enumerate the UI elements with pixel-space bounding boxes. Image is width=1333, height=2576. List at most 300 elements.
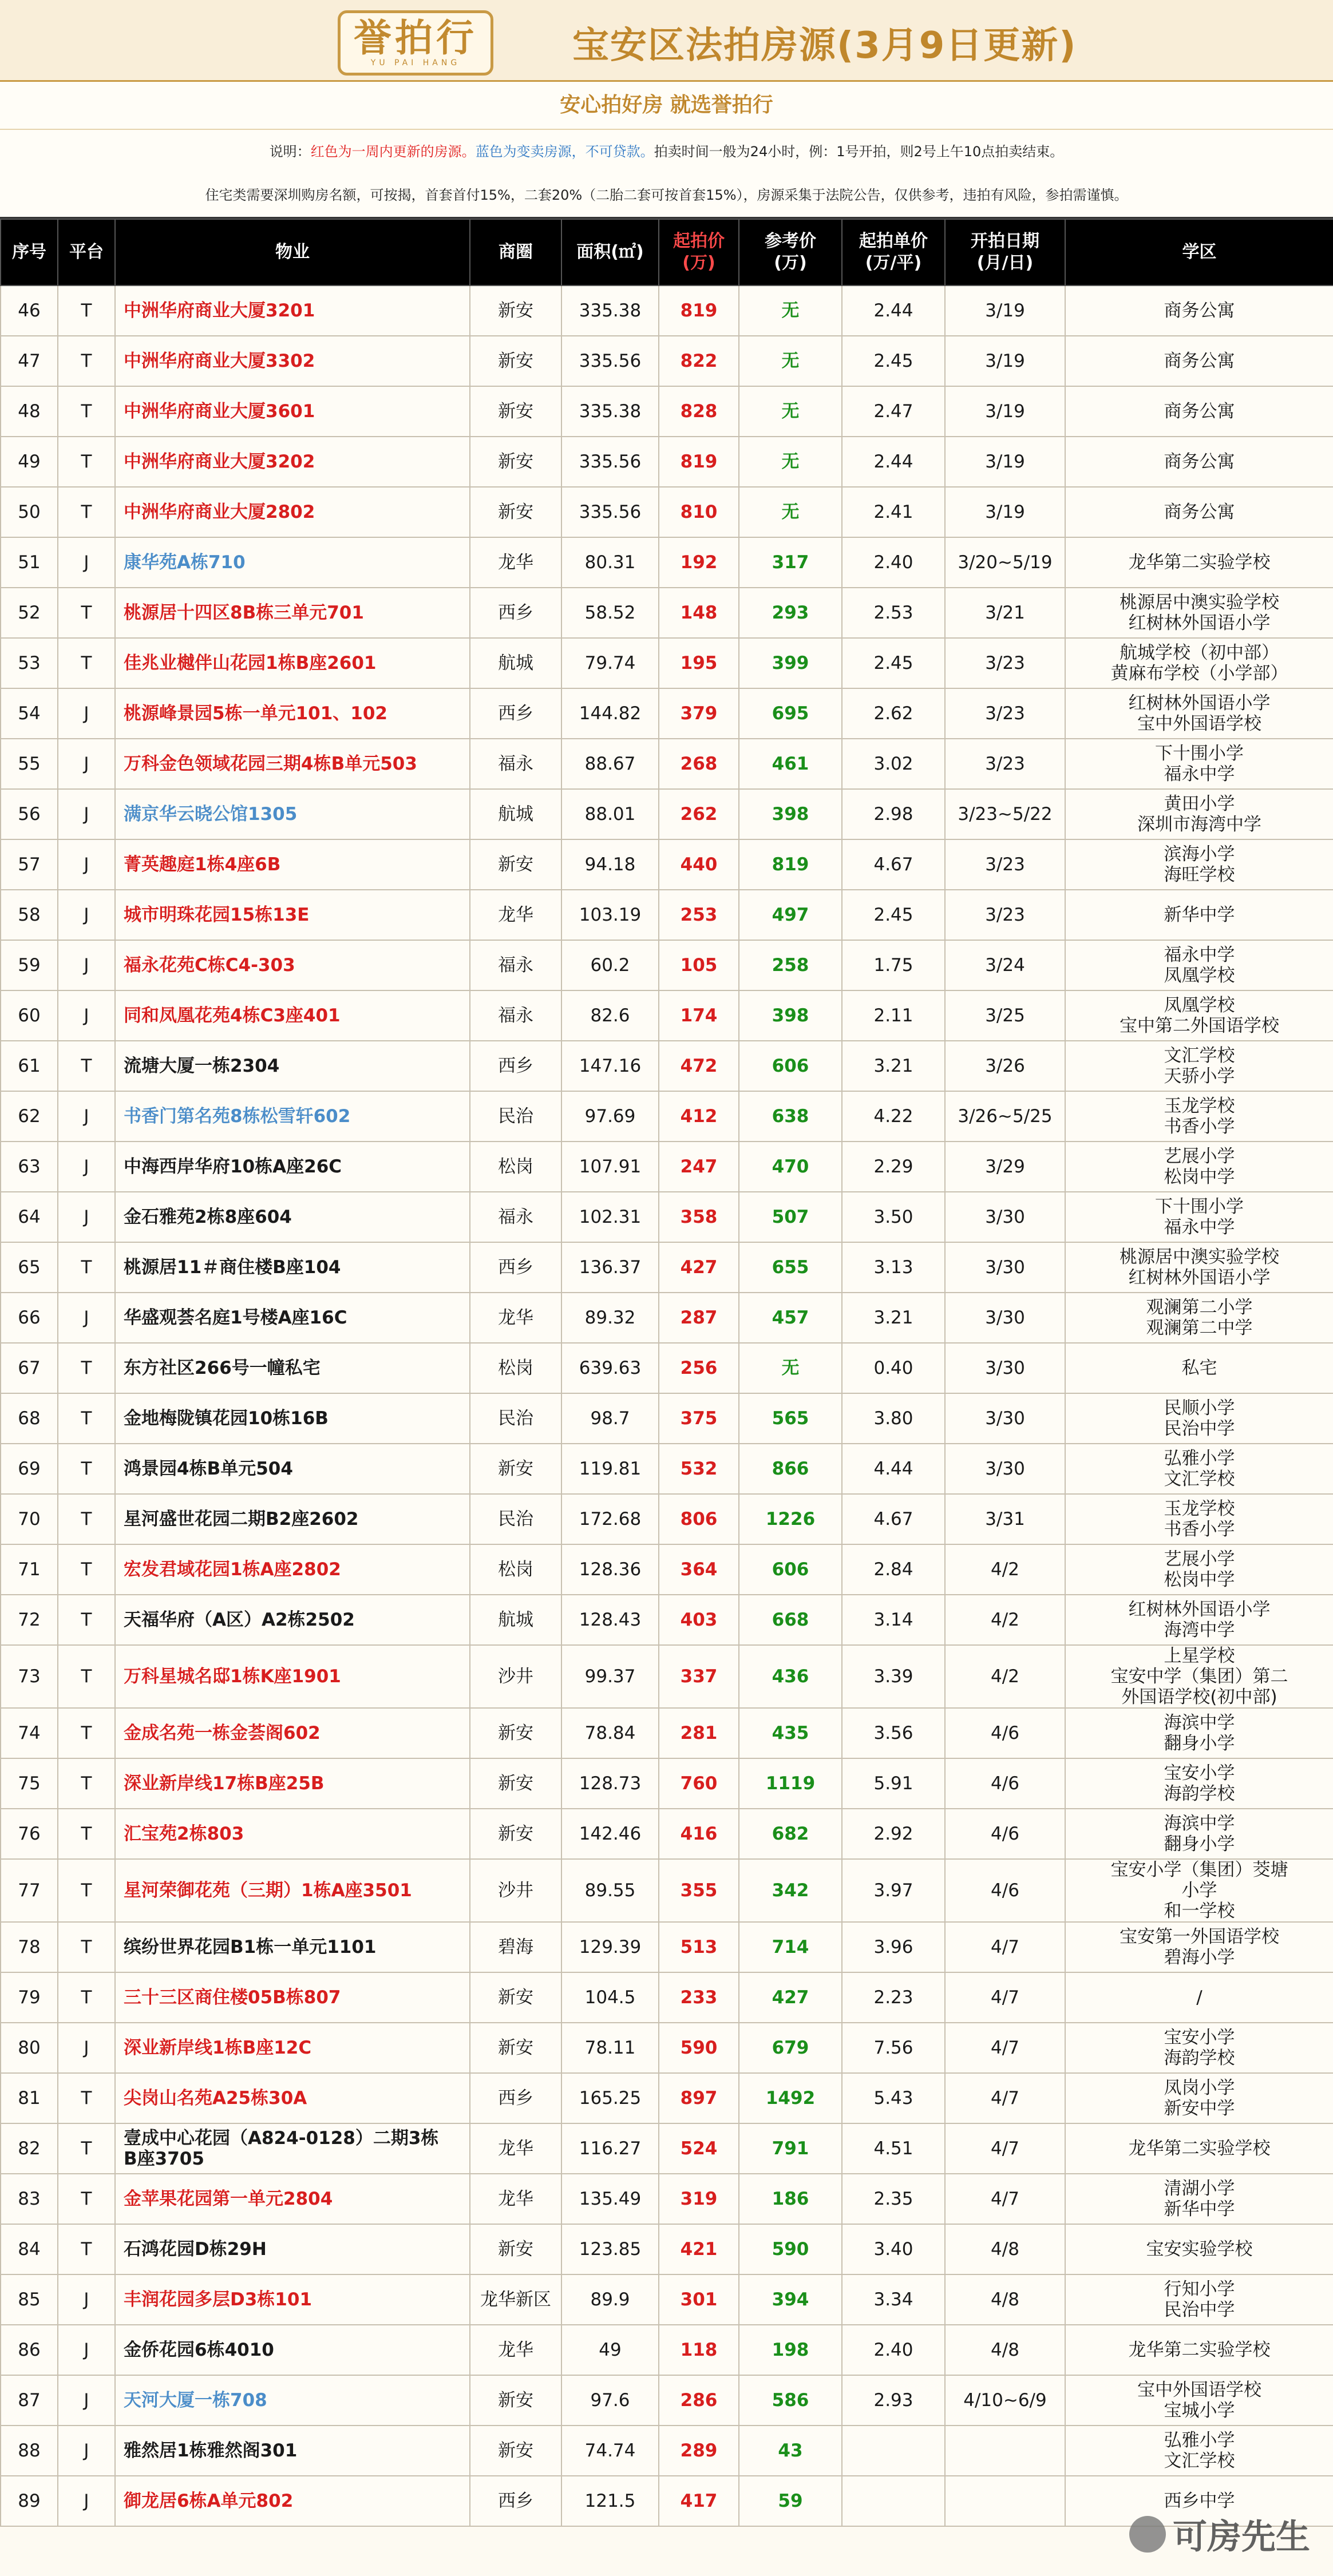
cell-property: 中洲华府商业大厦3601 [115, 386, 470, 437]
cell-start-price: 319 [659, 2174, 739, 2224]
cell-district: 新安 [470, 2023, 561, 2073]
cell-unit-price: 3.13 [842, 1242, 945, 1293]
cell-platform: T [58, 1809, 115, 1859]
cell-area: 107.91 [561, 1142, 659, 1192]
cell-district: 龙华 [470, 2325, 561, 2375]
col-school: 学区 [1065, 219, 1333, 286]
cell-property: 深业新岸线17栋B座25B [115, 1758, 470, 1809]
cell-unit-price: 3.39 [842, 1645, 945, 1708]
cell-school: 下十围小学 福永中学 [1065, 739, 1333, 789]
table-row [1, 839, 1333, 890]
cell-start-price: 412 [659, 1091, 739, 1142]
cell-no: 78 [1, 1922, 58, 1972]
table-row [1, 1142, 1333, 1192]
cell-date: 4/7 [945, 1922, 1065, 1972]
cell-district: 新安 [470, 1809, 561, 1859]
cell-no: 70 [1, 1494, 58, 1544]
cell-property: 康华苑A栋710 [115, 537, 470, 588]
cell-ref-price: 435 [739, 1708, 842, 1758]
cell-ref-price: 398 [739, 789, 842, 839]
cell-school: 商务公寓 [1065, 487, 1333, 537]
cell-district: 新安 [470, 2375, 561, 2426]
cell-start-price: 118 [659, 2325, 739, 2375]
cell-date [945, 2476, 1065, 2526]
cell-unit-price: 2.84 [842, 1544, 945, 1595]
cell-school: 商务公寓 [1065, 286, 1333, 336]
cell-date: 4/8 [945, 2274, 1065, 2325]
cell-date: 3/30 [945, 1192, 1065, 1242]
cell-start-price: 417 [659, 2476, 739, 2526]
table-row [1, 2375, 1333, 2426]
cell-area: 98.7 [561, 1393, 659, 1444]
cell-date: 4/8 [945, 2325, 1065, 2375]
cell-start-price: 403 [659, 1595, 739, 1645]
cell-start-price: 810 [659, 487, 739, 537]
table-row [1, 437, 1333, 487]
cell-district: 福永 [470, 990, 561, 1041]
cell-area: 121.5 [561, 2476, 659, 2526]
cell-date: 4/7 [945, 1972, 1065, 2023]
cell-district: 新安 [470, 1708, 561, 1758]
cell-unit-price: 3.02 [842, 739, 945, 789]
cell-start-price: 590 [659, 2023, 739, 2073]
table-row [1, 2274, 1333, 2325]
cell-date: 3/21 [945, 588, 1065, 638]
cell-ref-price: 198 [739, 2325, 842, 2375]
cell-unit-price: 1.75 [842, 940, 945, 990]
cell-district: 龙华 [470, 2123, 561, 2174]
cell-unit-price: 2.35 [842, 2174, 945, 2224]
cell-property: 金成名苑一栋金荟阁602 [115, 1708, 470, 1758]
cell-start-price: 286 [659, 2375, 739, 2426]
cell-date: 3/19 [945, 286, 1065, 336]
table-row [1, 1242, 1333, 1293]
cell-district: 西乡 [470, 588, 561, 638]
table-row [1, 2123, 1333, 2174]
table-row [1, 1758, 1333, 1809]
cell-no: 76 [1, 1809, 58, 1859]
cell-property: 城市明珠花园15栋13E [115, 890, 470, 940]
cell-platform: T [58, 1922, 115, 1972]
table-header-row [1, 219, 1333, 286]
cell-unit-price: 2.44 [842, 286, 945, 336]
cell-area: 335.38 [561, 286, 659, 336]
cell-property: 宏发君域花园1栋A座2802 [115, 1544, 470, 1595]
table-row [1, 990, 1333, 1041]
table-row [1, 1041, 1333, 1091]
cell-unit-price: 2.45 [842, 336, 945, 386]
cell-ref-price: 186 [739, 2174, 842, 2224]
cell-no: 64 [1, 1192, 58, 1242]
cell-property: 壹成中心花园（A824-0128）二期3栋 B座3705 [115, 2123, 470, 2174]
cell-district: 新安 [470, 839, 561, 890]
cell-area: 123.85 [561, 2224, 659, 2274]
cell-property: 三十三区商住楼05B栋807 [115, 1972, 470, 2023]
note-line-2: 住宅类需要深圳购房名额，可按揭，首套首付15%，二套20%（二胎二套可按首套15%），房源采集于法院公告，仅供参考，违拍有风险，参拍需谨慎。 [205, 187, 1128, 203]
cell-unit-price: 2.98 [842, 789, 945, 839]
cell-school: 宝中外国语学校 宝城小学 [1065, 2375, 1333, 2426]
table-row [1, 487, 1333, 537]
cell-district: 碧海 [470, 1922, 561, 1972]
cell-no: 61 [1, 1041, 58, 1091]
cell-district: 西乡 [470, 2476, 561, 2526]
cell-start-price: 364 [659, 1544, 739, 1595]
cell-start-price: 379 [659, 688, 739, 739]
cell-school: 宝安小学（集团）茭塘 小学 和一学校 [1065, 1859, 1333, 1922]
cell-start-price: 253 [659, 890, 739, 940]
cell-district: 西乡 [470, 1242, 561, 1293]
cell-school: 龙华第二实验学校 [1065, 2325, 1333, 2375]
cell-area: 102.31 [561, 1192, 659, 1242]
cell-platform: J [58, 1142, 115, 1192]
cell-property: 中洲华府商业大厦2802 [115, 487, 470, 537]
cell-property: 星河荣御花苑（三期）1栋A座3501 [115, 1859, 470, 1922]
col-unit-price: 起拍单价 (万/平) [842, 219, 945, 286]
cell-ref-price: 无 [739, 487, 842, 537]
cell-start-price: 427 [659, 1242, 739, 1293]
cell-platform: T [58, 1343, 115, 1393]
cell-date: 4/7 [945, 2123, 1065, 2174]
table-row [1, 789, 1333, 839]
col-ref-price: 参考价 (万) [739, 219, 842, 286]
cell-property: 汇宝苑2栋803 [115, 1809, 470, 1859]
cell-school: 红树林外国语小学 海湾中学 [1065, 1595, 1333, 1645]
cell-ref-price: 461 [739, 739, 842, 789]
cell-property: 鸿景园4栋B单元504 [115, 1444, 470, 1494]
cell-area: 639.63 [561, 1343, 659, 1393]
cell-ref-price: 436 [739, 1645, 842, 1708]
cell-platform: T [58, 1242, 115, 1293]
cell-property: 桃源居十四区8B栋三单元701 [115, 588, 470, 638]
cell-ref-price: 791 [739, 2123, 842, 2174]
cell-district: 沙井 [470, 1645, 561, 1708]
col-start-price: 起拍价 (万) [659, 219, 739, 286]
cell-area: 142.46 [561, 1809, 659, 1859]
cell-start-price: 262 [659, 789, 739, 839]
cell-school: 凤岗小学 新安中学 [1065, 2073, 1333, 2123]
cell-date: 4/7 [945, 2073, 1065, 2123]
cell-ref-price: 586 [739, 2375, 842, 2426]
cell-no: 84 [1, 2224, 58, 2274]
table-row [1, 1972, 1333, 2023]
cell-platform: J [58, 2325, 115, 2375]
cell-platform: T [58, 487, 115, 537]
cell-ref-price: 398 [739, 990, 842, 1041]
cell-property: 桃源居11＃商住楼B座104 [115, 1242, 470, 1293]
slogan: 安心拍好房 就选誉拍行 [0, 82, 1333, 130]
notes [0, 130, 1333, 219]
cell-ref-price: 342 [739, 1859, 842, 1922]
cell-district: 龙华新区 [470, 2274, 561, 2325]
cell-area: 78.11 [561, 2023, 659, 2073]
cell-date: 3/23 [945, 688, 1065, 739]
cell-school: 私宅 [1065, 1343, 1333, 1393]
cell-ref-price: 606 [739, 1041, 842, 1091]
cell-start-price: 819 [659, 437, 739, 487]
cell-district: 龙华 [470, 1293, 561, 1343]
table-row [1, 1708, 1333, 1758]
cell-property: 万科星城名邸1栋K座1901 [115, 1645, 470, 1708]
cell-unit-price: 3.21 [842, 1293, 945, 1343]
cell-property: 福永花苑C栋C4-303 [115, 940, 470, 990]
table-row [1, 537, 1333, 588]
cell-area: 58.52 [561, 588, 659, 638]
cell-ref-price: 638 [739, 1091, 842, 1142]
table-row [1, 2426, 1333, 2476]
table-row [1, 1444, 1333, 1494]
cell-unit-price: 3.56 [842, 1708, 945, 1758]
cell-unit-price: 3.50 [842, 1192, 945, 1242]
cell-area: 128.36 [561, 1544, 659, 1595]
cell-area: 335.38 [561, 386, 659, 437]
cell-district: 福永 [470, 739, 561, 789]
cell-date: 3/30 [945, 1293, 1065, 1343]
cell-district: 松岗 [470, 1544, 561, 1595]
cell-unit-price: 4.67 [842, 1494, 945, 1544]
cell-ref-price: 1226 [739, 1494, 842, 1544]
cell-school: 西乡中学 [1065, 2476, 1333, 2526]
cell-ref-price: 695 [739, 688, 842, 739]
cell-platform: J [58, 2426, 115, 2476]
cell-no: 69 [1, 1444, 58, 1494]
cell-start-price: 233 [659, 1972, 739, 2023]
cell-school: 龙华第二实验学校 [1065, 2123, 1333, 2174]
cell-start-price: 287 [659, 1293, 739, 1343]
note-line-1 [0, 130, 1333, 173]
cell-date [945, 2426, 1065, 2476]
table-row [1, 2325, 1333, 2375]
cell-school: 凤凰学校 宝中第二外国语学校 [1065, 990, 1333, 1041]
cell-no: 48 [1, 386, 58, 437]
cell-property: 御龙居6栋A单元802 [115, 2476, 470, 2526]
cell-unit-price: 2.62 [842, 688, 945, 739]
cell-platform: T [58, 1544, 115, 1595]
cell-district: 新安 [470, 286, 561, 336]
cell-date: 3/25 [945, 990, 1065, 1041]
cell-school: 清湖小学 新华中学 [1065, 2174, 1333, 2224]
cell-platform: T [58, 1041, 115, 1091]
cell-ref-price: 606 [739, 1544, 842, 1595]
cell-district: 航城 [470, 1595, 561, 1645]
table-row [1, 1343, 1333, 1393]
cell-start-price: 148 [659, 588, 739, 638]
cell-start-price: 192 [659, 537, 739, 588]
table-row [1, 1544, 1333, 1595]
cell-school: 商务公寓 [1065, 386, 1333, 437]
cell-no: 81 [1, 2073, 58, 2123]
cell-property: 金侨花园6栋4010 [115, 2325, 470, 2375]
cell-date: 4/6 [945, 1859, 1065, 1922]
cell-ref-price: 714 [739, 1922, 842, 1972]
cell-start-price: 355 [659, 1859, 739, 1922]
watermark-text: 可房先生 [1173, 2517, 1310, 2557]
brand-logo [338, 10, 493, 76]
cell-area: 97.6 [561, 2375, 659, 2426]
logo-text: 誉拍行 [354, 16, 477, 60]
cell-date: 3/23 [945, 739, 1065, 789]
cell-ref-price: 679 [739, 2023, 842, 2073]
cell-school: 黄田小学 深圳市海湾中学 [1065, 789, 1333, 839]
cell-date: 4/7 [945, 2174, 1065, 2224]
cell-area: 136.37 [561, 1242, 659, 1293]
table-row [1, 1393, 1333, 1444]
cell-date: 3/23 [945, 839, 1065, 890]
cell-date: 3/31 [945, 1494, 1065, 1544]
cell-date: 3/29 [945, 1142, 1065, 1192]
cell-district: 新安 [470, 487, 561, 537]
cell-property: 尖岗山名苑A25栋30A [115, 2073, 470, 2123]
cell-no: 88 [1, 2426, 58, 2476]
col-area: 面积(㎡) [561, 219, 659, 286]
cell-no: 50 [1, 487, 58, 537]
cell-district: 西乡 [470, 2073, 561, 2123]
cell-school: 观澜第二小学 观澜第二中学 [1065, 1293, 1333, 1343]
cell-unit-price [842, 2426, 945, 2476]
cell-date: 3/30 [945, 1242, 1065, 1293]
cell-unit-price: 5.91 [842, 1758, 945, 1809]
listing-table [0, 219, 1333, 2527]
cell-district: 新安 [470, 336, 561, 386]
cell-platform: J [58, 839, 115, 890]
cell-platform: T [58, 1708, 115, 1758]
cell-district: 新安 [470, 2426, 561, 2476]
table-row [1, 588, 1333, 638]
table-row [1, 286, 1333, 336]
cell-no: 55 [1, 739, 58, 789]
cell-property: 佳兆业樾伴山花园1栋B座2601 [115, 638, 470, 688]
cell-school: 新华中学 [1065, 890, 1333, 940]
table-row [1, 1595, 1333, 1645]
table-row [1, 638, 1333, 688]
circle-logo-icon [1129, 2516, 1166, 2553]
cell-date: 4/10~6/9 [945, 2375, 1065, 2426]
cell-ref-price: 866 [739, 1444, 842, 1494]
cell-ref-price: 497 [739, 890, 842, 940]
cell-date: 3/23 [945, 890, 1065, 940]
cell-school: 滨海小学 海旺学校 [1065, 839, 1333, 890]
cell-school: 宝安第一外国语学校 碧海小学 [1065, 1922, 1333, 1972]
cell-property: 东方社区266号一幢私宅 [115, 1343, 470, 1393]
cell-start-price: 806 [659, 1494, 739, 1544]
cell-school: 宝安实验学校 [1065, 2224, 1333, 2274]
cell-area: 49 [561, 2325, 659, 2375]
cell-no: 68 [1, 1393, 58, 1444]
cell-ref-price: 43 [739, 2426, 842, 2476]
cell-district: 新安 [470, 386, 561, 437]
cell-ref-price: 565 [739, 1393, 842, 1444]
cell-start-price: 897 [659, 2073, 739, 2123]
cell-ref-price: 668 [739, 1595, 842, 1645]
cell-no: 52 [1, 588, 58, 638]
cell-ref-price: 无 [739, 286, 842, 336]
cell-no: 62 [1, 1091, 58, 1142]
cell-area: 128.43 [561, 1595, 659, 1645]
cell-date: 4/6 [945, 1708, 1065, 1758]
cell-date: 3/20~5/19 [945, 537, 1065, 588]
cell-area: 78.84 [561, 1708, 659, 1758]
cell-unit-price: 2.53 [842, 588, 945, 638]
cell-date: 4/6 [945, 1809, 1065, 1859]
cell-area: 99.37 [561, 1645, 659, 1708]
cell-district: 民治 [470, 1393, 561, 1444]
cell-date: 3/23~5/22 [945, 789, 1065, 839]
cell-area: 335.56 [561, 336, 659, 386]
col-no: 序号 [1, 219, 58, 286]
cell-start-price: 281 [659, 1708, 739, 1758]
cell-district: 龙华 [470, 2174, 561, 2224]
cell-property: 流塘大厦一栋2304 [115, 1041, 470, 1091]
cell-no: 57 [1, 839, 58, 890]
cell-property: 满京华云晓公馆1305 [115, 789, 470, 839]
cell-no: 77 [1, 1859, 58, 1922]
cell-no: 51 [1, 537, 58, 588]
cell-ref-price: 1119 [739, 1758, 842, 1809]
table-row [1, 2073, 1333, 2123]
cell-school: 艺展小学 松岗中学 [1065, 1142, 1333, 1192]
cell-property: 同和凤凰花苑4栋C3座401 [115, 990, 470, 1041]
cell-district: 民治 [470, 1091, 561, 1142]
cell-unit-price: 2.47 [842, 386, 945, 437]
cell-no: 85 [1, 2274, 58, 2325]
cell-area: 103.19 [561, 890, 659, 940]
cell-platform: T [58, 1972, 115, 2023]
cell-start-price: 828 [659, 386, 739, 437]
cell-platform: J [58, 890, 115, 940]
cell-district: 龙华 [470, 890, 561, 940]
cell-ref-price: 655 [739, 1242, 842, 1293]
cell-platform: T [58, 2224, 115, 2274]
cell-platform: T [58, 1645, 115, 1708]
cell-ref-price: 457 [739, 1293, 842, 1343]
table-row [1, 1645, 1333, 1708]
cell-start-price: 532 [659, 1444, 739, 1494]
cell-date: 4/6 [945, 1758, 1065, 1809]
cell-no: 82 [1, 2123, 58, 2174]
cell-unit-price: 3.40 [842, 2224, 945, 2274]
cell-platform: T [58, 1758, 115, 1809]
cell-property: 金苹果花园第一单元2804 [115, 2174, 470, 2224]
cell-unit-price: 3.97 [842, 1859, 945, 1922]
cell-no: 74 [1, 1708, 58, 1758]
cell-no: 79 [1, 1972, 58, 2023]
col-date: 开拍日期 (月/日) [945, 219, 1065, 286]
note-red: 红色为一周内更新的房源。 [310, 144, 476, 160]
cell-start-price: 358 [659, 1192, 739, 1242]
cell-start-price: 337 [659, 1645, 739, 1708]
table-row [1, 1293, 1333, 1343]
cell-school: / [1065, 1972, 1333, 2023]
cell-no: 66 [1, 1293, 58, 1343]
cell-area: 80.31 [561, 537, 659, 588]
cell-date: 4/2 [945, 1544, 1065, 1595]
cell-platform: J [58, 1091, 115, 1142]
note-prefix: 说明： [269, 144, 311, 160]
cell-no: 49 [1, 437, 58, 487]
cell-date: 4/8 [945, 2224, 1065, 2274]
cell-unit-price: 4.51 [842, 2123, 945, 2174]
cell-no: 89 [1, 2476, 58, 2526]
cell-start-price: 421 [659, 2224, 739, 2274]
cell-unit-price: 3.21 [842, 1041, 945, 1091]
cell-ref-price: 无 [739, 437, 842, 487]
cell-unit-price: 5.43 [842, 2073, 945, 2123]
cell-unit-price: 4.22 [842, 1091, 945, 1142]
cell-platform: J [58, 2375, 115, 2426]
cell-no: 58 [1, 890, 58, 940]
cell-start-price: 819 [659, 286, 739, 336]
cell-date: 3/30 [945, 1343, 1065, 1393]
cell-school: 商务公寓 [1065, 437, 1333, 487]
